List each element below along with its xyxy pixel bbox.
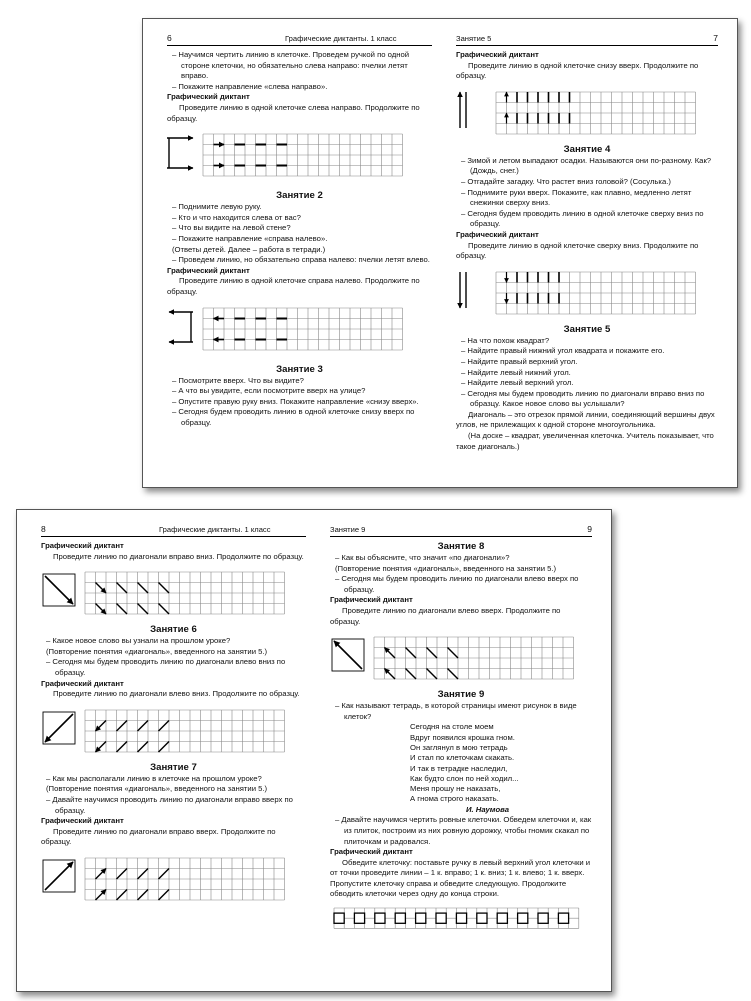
poem-line: И так в тетрадке наследил, — [410, 763, 508, 773]
drawn-line — [427, 669, 438, 680]
poem-line: Вдруг появился крошка гном. — [410, 732, 515, 742]
drawn-line — [159, 604, 170, 615]
grid-exercise-up-arrows — [456, 88, 706, 138]
grid-exercise-diag-left-up — [330, 633, 580, 683]
definition: Диагональ – это отрезок прямой линии, соединяющий вершины двух углов, не прилежащих к одной стороне многоугольника. — [456, 409, 715, 430]
list-item: – Покажите направление «справа налево». — [172, 233, 328, 243]
page-header — [456, 28, 718, 46]
arrow-line — [385, 669, 396, 680]
grid-exercise-diag-right-down — [41, 568, 291, 618]
dictation-text: Проведите линию по диагонали влево вниз. Продолжите по образцу. — [53, 689, 300, 699]
page-7 — [456, 19, 718, 487]
drawn-line — [138, 583, 149, 594]
drawn-line — [427, 648, 438, 659]
list-item: – Сегодня мы будем проводить линию по диагонали вправо вниз по образцу. Какое новое слово вы услышали? — [461, 388, 705, 409]
page-number: 7 — [713, 33, 718, 43]
arrow-line — [45, 862, 73, 890]
page-header — [41, 519, 306, 537]
dictation-heading: Графический диктант — [330, 595, 413, 605]
traced-square — [375, 913, 385, 923]
poem-line: А гнома строго наказать. — [410, 794, 499, 804]
dictation-text: Проведите линию в одной клеточке слева направо. Продолжите по образцу. — [167, 102, 420, 123]
note: (На доске – квадрат, увеличенная клеточка. Учитель показывает, что такое диагональ.) — [456, 431, 714, 451]
poem — [330, 722, 592, 804]
page-9 — [330, 510, 592, 991]
lesson-title: Занятие 7 — [150, 761, 197, 773]
list-item: – Сегодня будем проводить линию в одной клеточке сверху вниз по образцу. — [461, 208, 704, 229]
drawn-line — [138, 889, 149, 900]
spread-pages-6-7 — [142, 18, 738, 488]
grid — [85, 572, 285, 614]
grid — [85, 858, 285, 900]
traced-square — [334, 913, 344, 923]
grid-exercise-diag-right-up — [41, 854, 291, 904]
list-item: – Как вы объясните, что значит «по диагонали»? — [335, 553, 510, 562]
poem-line: Сегодня на столе моем — [410, 722, 494, 732]
poem-line: Меня прошу не наказать, — [410, 784, 501, 794]
page-number: 9 — [587, 524, 592, 534]
dictation-text: Проведите линию по диагонали вправо вниз. Продолжите по образцу. — [53, 551, 304, 561]
dictation-heading: Графический диктант — [330, 847, 413, 857]
list-item: – Давайте научимся проводить линию по диагонали вправо вверх по образцу. — [46, 794, 293, 815]
traced-square — [416, 913, 426, 923]
list-item: – Давайте научимся чертить ровные клеточки. Обведем клеточки и, как из плиток, построим из них ровную дорожку, чтобы гномик скакал по плиточкам и радовался. — [335, 815, 592, 846]
intro-item: – Научимся чертить линию в клеточке. Проведем ручкой по одной стороне клеточки, но обязательно слева направо: пчелки летят вправо. — [172, 50, 410, 81]
poem-author: И. Наумова — [466, 804, 510, 814]
drawn-line — [138, 741, 149, 752]
drawn-line — [117, 583, 128, 594]
page-number: 6 — [167, 33, 172, 43]
drawn-line — [448, 669, 459, 680]
dictation-heading: Графический диктант — [41, 678, 124, 688]
dictation-heading: Графический диктант — [167, 265, 250, 275]
lesson-title: Занятие 6 — [150, 624, 197, 636]
traced-square — [558, 913, 568, 923]
dictation-text: Проведите линию в одной клеточке снизу вверх. Продолжите по образцу. — [456, 60, 699, 81]
running-title: Графические диктанты. 1 класс — [285, 34, 397, 43]
list-item: – Поднимите руки вверх. Покажите, как плавно, медленно летят снежинки сверху вниз. — [461, 187, 692, 208]
list-item: – Как мы располагали линию в клеточке на прошлом уроке? — [46, 773, 262, 783]
drawn-line — [117, 889, 128, 900]
drawn-line — [159, 889, 170, 900]
grid — [496, 272, 696, 314]
list-item: – Найдите правый верхний угол. — [461, 356, 578, 366]
traced-square — [395, 913, 405, 923]
lesson-title: Занятие 8 — [437, 541, 485, 552]
list-item: – Зимой и летом выпадают осадки. Называются они по-разному. Как? (Дождь, снег.) — [461, 155, 712, 176]
list-item: – Как называют тетрадь, в которой страницы имеют рисунок в виде клеток? — [335, 701, 577, 721]
traced-square — [518, 913, 528, 923]
traced-square — [456, 913, 466, 923]
traced-square — [497, 913, 507, 923]
dictation-text: Обведите клеточку: поставьте ручку в левый верхний угол клеточки и от точки проведите линии – 1 к. вправо; 1 к. вниз; 1 к. влево; 1 к. вверх. Пропустите клеточку справа и обведите следующую. Продолжите обводить клеточки через одну до конца строки. — [330, 857, 591, 899]
dictation-text: Проведите линию в одной клеточке сверху вниз. Продолжите по образцу. — [456, 240, 699, 261]
grid — [203, 134, 403, 176]
dictation-heading: Графический диктант — [167, 92, 250, 102]
page-header — [330, 519, 592, 537]
note: (Повторение понятия «диагональ», введенного на занятии 5.) — [46, 646, 268, 656]
list-item: – Сегодня мы будем проводить линию по диагонали влево вверх по образцу. — [335, 574, 579, 594]
grid-exercise-left-arrows — [167, 304, 417, 358]
arrow-line — [96, 741, 107, 752]
dictation-heading: Графический диктант — [41, 541, 124, 550]
lesson-title: Занятие 4 — [563, 143, 611, 155]
arrow-line — [96, 720, 107, 731]
drawn-line — [117, 741, 128, 752]
running-title: Графические диктанты. 1 класс — [159, 525, 271, 534]
poem-line: И стал по клеточкам скакать. — [410, 753, 515, 763]
poem-line: Он заглянул в мою тетрадь — [410, 742, 508, 752]
arrow-line — [96, 604, 107, 615]
list-item: – Посмотрите вверх. Что вы видите? — [172, 375, 304, 385]
drawn-line — [138, 720, 149, 731]
drawn-line — [159, 720, 170, 731]
drawn-line — [117, 720, 128, 731]
arrow-line — [96, 868, 107, 879]
page-header — [167, 28, 432, 46]
drawn-line — [448, 648, 459, 659]
dictation-text: Проведите линию по диагонали вправо вверх. Продолжите по образцу. — [41, 826, 276, 847]
drawn-line — [159, 583, 170, 594]
arrow-line — [96, 889, 107, 900]
note: (Повторение понятия «диагональ», введенного на занятии 5.) — [46, 784, 268, 794]
dictation-heading: Графический диктант — [456, 50, 539, 59]
grid-exercise-down-arrows — [456, 268, 706, 318]
grid — [374, 637, 574, 679]
traced-square — [538, 913, 548, 923]
drawn-line — [138, 868, 149, 879]
list-item: – А что вы увидите, если посмотрите вверх на улице? — [172, 386, 366, 396]
grid — [85, 710, 285, 752]
drawn-line — [138, 604, 149, 615]
page-8 — [41, 510, 306, 991]
dictation-text: Проведите линию в одной клеточке справа налево. Продолжите по образцу. — [167, 276, 420, 296]
list-item: – Сегодня будем проводить линию в одной клеточке снизу вверх по образцу. — [172, 407, 415, 427]
note: (Повторение понятия «диагональ», введенного на занятии 5.) — [335, 563, 557, 573]
drawn-line — [117, 868, 128, 879]
running-title: Занятие 5 — [456, 34, 492, 43]
page-number: 8 — [41, 524, 46, 534]
lesson-title: Занятие 9 — [437, 689, 485, 701]
arrow-line — [96, 583, 107, 594]
drawn-line — [406, 648, 417, 659]
grid — [203, 308, 403, 350]
list-item: – Опустите правую руку вниз. Покажите направление «снизу вверх». — [172, 396, 419, 406]
running-title: Занятие 9 — [330, 525, 366, 534]
list-item: – Что вы видите на левой стене? — [172, 223, 291, 233]
list-item: – Кто и что находится слева от вас? — [172, 212, 301, 222]
grid-exercise-right-arrows — [167, 130, 417, 184]
squares-row-exercise — [330, 906, 592, 932]
arrow-line — [45, 714, 73, 742]
lesson-title: Занятие 3 — [276, 363, 323, 375]
list-item: – Найдите левый верхний угол. — [461, 378, 574, 388]
arrow-line — [334, 641, 362, 669]
list-item: – Сегодня мы будем проводить линию по диагонали влево вниз по образцу. — [46, 657, 286, 677]
grid — [496, 92, 696, 134]
lesson-title: Занятие 5 — [563, 323, 611, 335]
grid-exercise-diag-left-down — [41, 706, 291, 756]
page-6 — [167, 19, 432, 487]
arrow-line — [45, 576, 73, 604]
poem-line: Как будто слон по ней ходил... — [410, 773, 519, 783]
intro-item: – Покажите направление «слева направо». — [172, 81, 328, 91]
traced-square — [436, 913, 446, 923]
drawn-line — [117, 604, 128, 615]
spread-pages-8-9 — [16, 509, 612, 992]
list-item: – Поднимите левую руку. — [172, 202, 262, 212]
drawn-line — [159, 741, 170, 752]
dictation-heading: Графический диктант — [41, 816, 124, 826]
list-item: – Какое новое слово вы узнали на прошлом уроке? — [46, 636, 231, 646]
drawn-line — [406, 669, 417, 680]
dictation-text: Проведите линию по диагонали влево вверх. Продолжите по образцу. — [330, 605, 561, 626]
traced-square — [354, 913, 364, 923]
list-item: – Проведем линию, но обязательно справа налево: пчелки летят влево. — [172, 255, 430, 265]
arrow-line — [385, 648, 396, 659]
traced-square — [477, 913, 487, 923]
list-item: – Отгадайте загадку. Что растет вниз головой? (Сосулька.) — [461, 176, 671, 186]
note: (Ответы детей. Далее – работа в тетради.) — [172, 244, 326, 254]
list-item: – Найдите правый нижний угол квадрата и покажите его. — [461, 346, 665, 356]
list-item: – На что похож квадрат? — [461, 335, 550, 345]
list-item: – Найдите левый нижний угол. — [461, 367, 571, 377]
dictation-heading: Графический диктант — [456, 229, 539, 239]
drawn-line — [159, 868, 170, 879]
lesson-title: Занятие 2 — [276, 190, 323, 202]
